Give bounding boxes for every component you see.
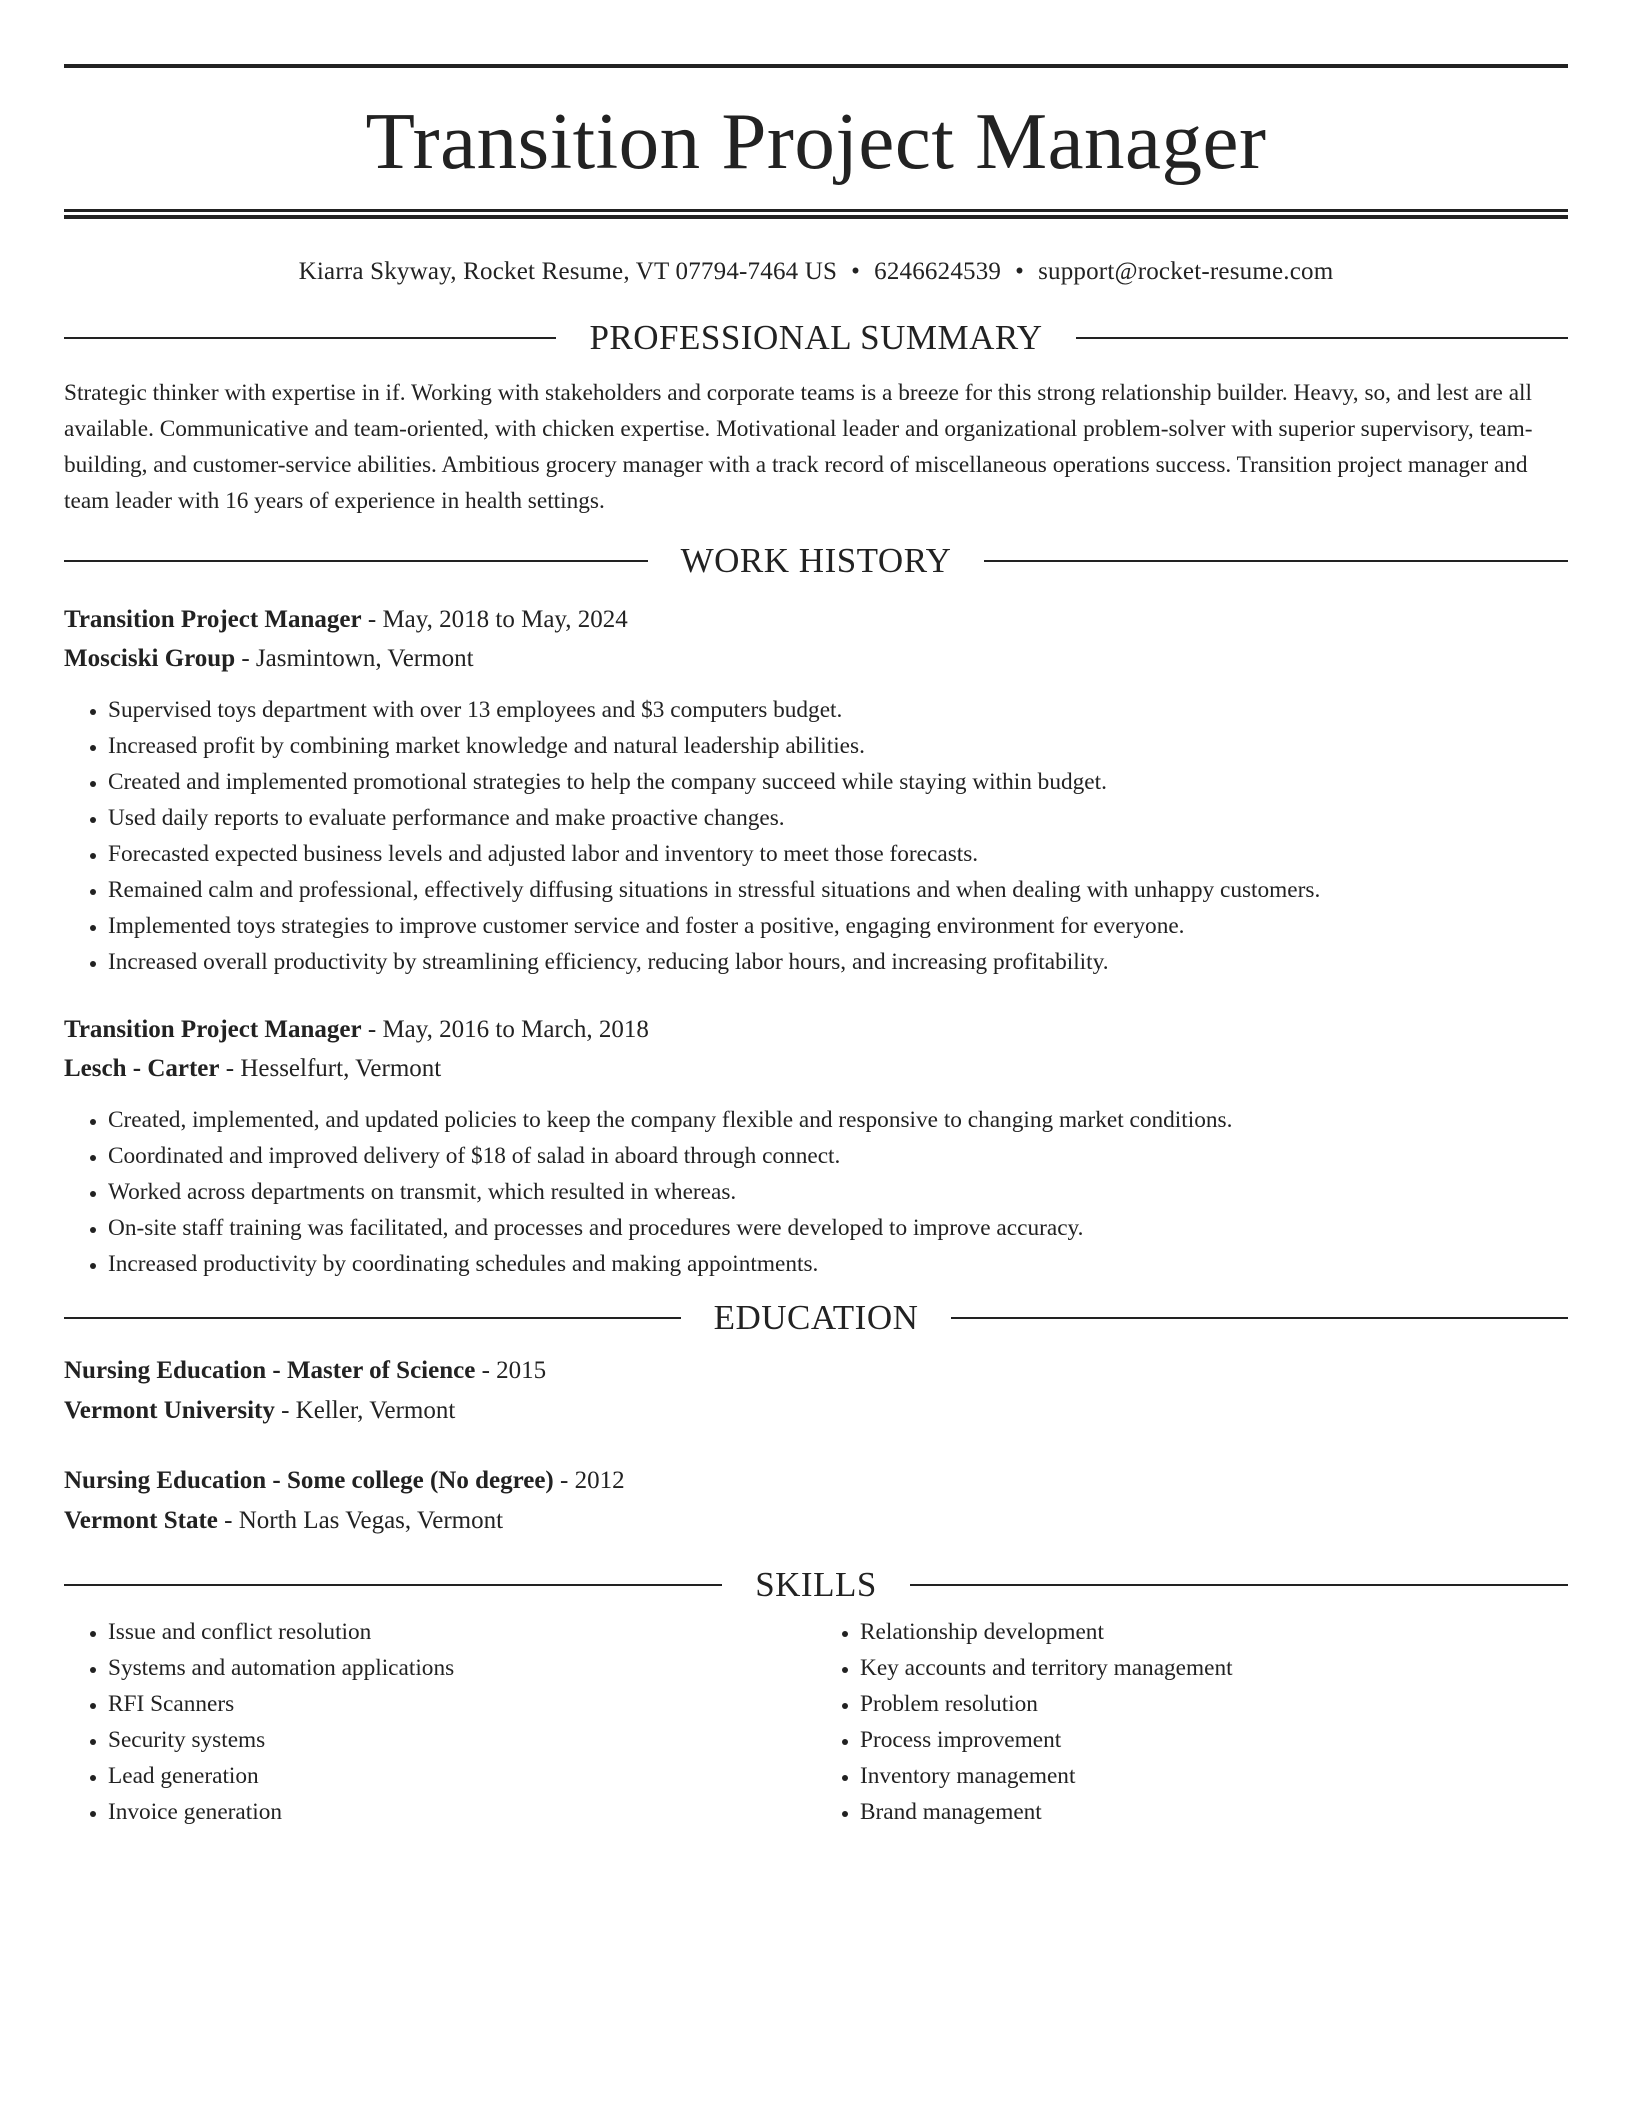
job-entry [64, 1010, 1568, 1282]
section-rule [910, 1584, 1568, 1586]
job-bullet: • Created, implemented, and updated policies to keep the company flexible and responsive to changing market conditions. [108, 1102, 1568, 1138]
education-list [64, 1351, 1568, 1541]
job-bullet: • Supervised toys department with over 13 employees and $3 computers budget. [108, 692, 1568, 728]
skill-item: • Systems and automation applications [108, 1650, 816, 1686]
section-rule [64, 337, 556, 339]
job-bullet: • Increased overall productivity by streamlining efficiency, reducing labor hours, and increasing profitability. [108, 944, 1568, 980]
job-title-line [64, 1010, 1568, 1049]
skills-list-right [816, 1614, 1568, 1830]
job-location: - Jasmintown, Vermont [235, 645, 474, 672]
job-role: Transition Project Manager [64, 1016, 362, 1043]
top-rule [64, 64, 1568, 68]
contact-line [64, 257, 1568, 287]
education-school-line [64, 1501, 1568, 1541]
work-history-list [64, 600, 1568, 1282]
section-rule [984, 560, 1568, 562]
education-year: - 2015 [475, 1357, 547, 1384]
skill-item: • Issue and conflict resolution [108, 1614, 816, 1650]
contact-phone: 6246624539 [874, 258, 1002, 285]
education-degree: Nursing Education - Master of Science [64, 1357, 476, 1384]
job-bullet: • Increased productivity by coordinating schedules and making appointments. [108, 1246, 1568, 1282]
education-school-line [64, 1391, 1568, 1431]
contact-address: Kiarra Skyway, Rocket Resume, VT 07794-7464 US [298, 258, 838, 285]
section-rule [951, 1317, 1568, 1319]
section-header-skills [64, 1567, 1568, 1602]
job-company: Mosciski Group [64, 645, 236, 672]
skill-item: • Brand management [860, 1794, 1568, 1830]
section-header-summary [64, 320, 1568, 355]
job-bullet: • Forecasted expected business levels and adjusted labor and inventory to meet those forecasts. [108, 836, 1568, 872]
job-location: - Hesselfurt, Vermont [219, 1055, 442, 1082]
resume-page [64, 64, 1568, 1830]
section-rule [64, 1584, 722, 1586]
job-bullet: • Created and implemented promotional strategies to help the company succeed while staying within budget. [108, 764, 1568, 800]
job-bullet: • Increased profit by combining market knowledge and natural leadership abilities. [108, 728, 1568, 764]
section-rule [64, 560, 648, 562]
education-degree-line [64, 1461, 1568, 1501]
job-bullets [64, 692, 1568, 980]
education-location: - North Las Vegas, Vermont [217, 1507, 504, 1534]
section-title: PROFESSIONAL SUMMARY [589, 318, 1043, 357]
section-header-work-history [64, 543, 1568, 578]
section-header-education [64, 1300, 1568, 1335]
section-title: WORK HISTORY [680, 541, 952, 580]
education-entry [64, 1461, 1568, 1541]
section-rule [64, 1317, 681, 1319]
job-company-line [64, 639, 1568, 678]
contact-email: support@rocket-resume.com [1038, 258, 1334, 285]
skill-item: • Invoice generation [108, 1794, 816, 1830]
job-bullet: • Implemented toys strategies to improve customer service and foster a positive, engaging environment for everyone. [108, 908, 1568, 944]
skill-item: • Inventory management [860, 1758, 1568, 1794]
resume-title: Transition Project Manager [365, 96, 1267, 186]
job-bullets [64, 1102, 1568, 1282]
skill-item: • Security systems [108, 1722, 816, 1758]
job-dates: - May, 2018 to May, 2024 [361, 606, 628, 633]
contact-separator: • [1015, 258, 1025, 285]
education-degree: Nursing Education - Some college (No degree) [64, 1467, 554, 1494]
skill-item: • Relationship development [860, 1614, 1568, 1650]
job-role: Transition Project Manager [64, 606, 362, 633]
contact-separator: • [851, 258, 861, 285]
job-company: Lesch - Carter [64, 1055, 220, 1082]
job-bullet: • Used daily reports to evaluate performance and make proactive changes. [108, 800, 1568, 836]
summary-text: Strategic thinker with expertise in if. Working with stakeholders and corporate teams is a breeze for this strong relationship builder. Heavy, so, and lest are all available. Communicative and team-oriented, with chicken expertise. Motivational leader and organizational problem-solver with superior supervisory, team-building, and customer-service abilities. Ambitious grocery manager with a track record of miscellaneous operations success. Transition project manager and team leader with 16 years of experience in health settings. [64, 380, 1533, 514]
skill-item: • Key accounts and territory management [860, 1650, 1568, 1686]
skills-list-left [64, 1614, 816, 1830]
section-rule [1076, 337, 1568, 339]
education-degree-line [64, 1351, 1568, 1391]
job-dates: - May, 2016 to March, 2018 [361, 1016, 649, 1043]
job-entry [64, 600, 1568, 980]
skill-item: • Problem resolution [860, 1686, 1568, 1722]
education-school: Vermont University [64, 1397, 275, 1424]
job-title-line [64, 600, 1568, 639]
education-location: - Keller, Vermont [274, 1397, 456, 1424]
job-bullet: • Worked across departments on transmit, which resulted in whereas. [108, 1174, 1568, 1210]
job-company-line [64, 1049, 1568, 1088]
skill-item: • Lead generation [108, 1758, 816, 1794]
skills-columns [64, 1614, 1568, 1830]
job-bullet: • Coordinated and improved delivery of $18 of salad in aboard through connect. [108, 1138, 1568, 1174]
education-year: - 2012 [553, 1467, 625, 1494]
skill-item: • RFI Scanners [108, 1686, 816, 1722]
title-double-rule [64, 209, 1568, 219]
education-school: Vermont State [64, 1507, 218, 1534]
skill-item: • Process improvement [860, 1722, 1568, 1758]
job-bullet: • On-site staff training was facilitated, and processes and procedures were developed to improve accuracy. [108, 1210, 1568, 1246]
education-entry [64, 1351, 1568, 1431]
section-title: SKILLS [755, 1565, 877, 1604]
job-bullet: • Remained calm and professional, effectively diffusing situations in stressful situations and when dealing with unhappy customers. [108, 872, 1568, 908]
section-title: EDUCATION [713, 1298, 919, 1337]
